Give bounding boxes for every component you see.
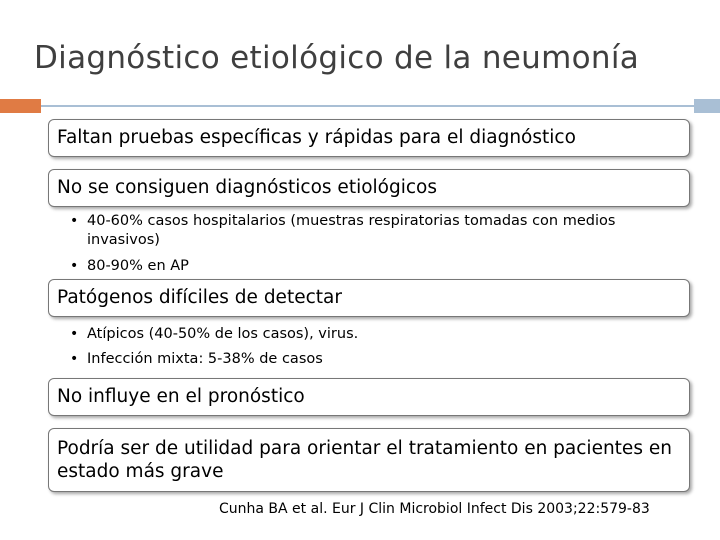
point-box-3 <box>48 279 690 317</box>
point-box-4-text: No influye en el pronóstico <box>57 386 305 407</box>
bullet-text: Infección mixta: 5-38% de casos <box>87 351 323 367</box>
title-accent-blue-line <box>41 105 694 107</box>
citation: Cunha BA et al. Eur J Clin Microbiol Infect Dis 2003;22:579-83 <box>219 501 650 517</box>
bullet-item <box>70 325 680 344</box>
point-box-5-text: Podría ser de utilidad para orientar el tratamiento en pacientes en estado más grave <box>57 438 672 482</box>
point-box-1-text: Faltan pruebas específicas y rápidas para el diagnóstico <box>57 127 576 148</box>
bullet-text: 40-60% casos hospitalarios (muestras respiratorias tomadas con medios <box>87 213 616 229</box>
bullet-dot: • <box>70 258 79 274</box>
point-box-2 <box>48 169 690 207</box>
title-accent-orange-bar <box>0 99 41 113</box>
bullet-dot: • <box>70 213 79 229</box>
bullet-text: 80-90% en AP <box>87 258 189 274</box>
bullet-item <box>70 350 680 369</box>
bullet-text: Atípicos (40-50% de los casos), virus. <box>87 326 359 342</box>
point-box-4 <box>48 378 690 416</box>
point-box-1 <box>48 119 690 157</box>
bullet-item <box>70 257 680 276</box>
bullet-dot: • <box>70 351 79 367</box>
slide-title: Diagnóstico etiológico de la neumonía <box>34 40 640 76</box>
point-box-5 <box>48 428 690 492</box>
bullet-dot: • <box>70 326 79 342</box>
bullet-item <box>70 212 680 250</box>
point-box-2-text: No se consiguen diagnósticos etiológicos <box>57 177 437 198</box>
point-box-3-text: Patógenos difíciles de detectar <box>57 287 342 308</box>
title-accent-blue-square <box>694 99 720 113</box>
bullet-text-continued: invasivos) <box>87 232 160 248</box>
